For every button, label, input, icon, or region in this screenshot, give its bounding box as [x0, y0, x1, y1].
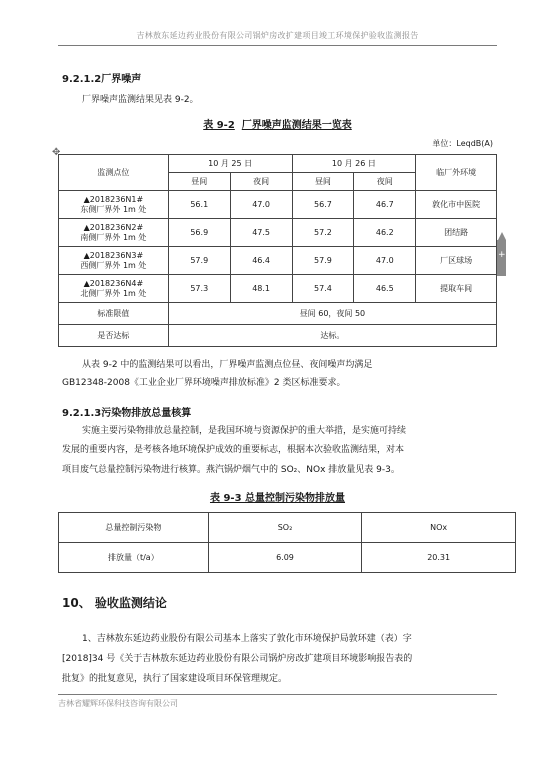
noise-conclusion-line-2: GB12348-2008《工业企业厂界环境噪声排放标准》2 类区标准要求。	[62, 378, 346, 388]
section-heading-total: 9.2.1.3污染物排放总量核算	[62, 408, 192, 419]
emission-table	[58, 512, 516, 573]
env-cell: 厂区球场	[416, 247, 497, 275]
emission-header-label: 总量控制污染物	[59, 513, 209, 543]
value-cell: 57.9	[168, 247, 230, 275]
point-cell: ▲2018236N3# 西侧厂界外 1m 处	[59, 247, 169, 275]
env-cell: 团结路	[416, 219, 497, 247]
emission-header-so2: SO₂	[208, 513, 362, 543]
table-row	[59, 275, 497, 303]
header-night: 夜间	[230, 173, 292, 191]
value-cell: 46.7	[354, 191, 416, 219]
page-footer: 吉林省耀辉环保科技咨询有限公司	[58, 699, 178, 708]
conclusion-para-line-3: 批复》的批复意见，执行了国家建设项目环保管理规定。	[62, 674, 288, 684]
table-row	[59, 543, 516, 573]
value-cell: 46.4	[230, 247, 292, 275]
value-cell: 57.9	[292, 247, 354, 275]
section-heading-conclusion: 10、 验收监测结论	[62, 596, 167, 610]
emission-so2-value: 6.09	[208, 543, 362, 573]
value-cell: 56.9	[168, 219, 230, 247]
total-para-line-1: 实施主要污染物排放总量控制，是我国环境与资源保护的重大举措，是实施可持续	[82, 426, 407, 436]
header-point: 监测点位	[59, 155, 169, 191]
noise-intro: 厂界噪声监测结果见表 9-2。	[82, 95, 199, 105]
header-day: 昼间	[168, 173, 230, 191]
table-move-handle-icon[interactable]: ✥	[52, 147, 61, 158]
table-9-3-caption	[0, 489, 555, 504]
unit-label: 单位：LeqdB(A)	[432, 139, 493, 148]
footer-rule	[58, 694, 497, 695]
value-cell: 56.1	[168, 191, 230, 219]
env-cell: 提取车间	[416, 275, 497, 303]
point-cell: ▲2018236N4# 北侧厂界外 1m 处	[59, 275, 169, 303]
header-night: 夜间	[354, 173, 416, 191]
section-heading-noise: 9.2.1.2厂界噪声	[62, 74, 142, 85]
add-column-tab-icon[interactable]	[497, 240, 506, 276]
emission-row-label: 排放量（t/a）	[59, 543, 209, 573]
limit-label: 标准限值	[59, 303, 169, 325]
header-day: 昼间	[292, 173, 354, 191]
value-cell: 57.2	[292, 219, 354, 247]
table-9-2-title: 厂界噪声监测结果一览表	[241, 120, 352, 131]
total-para-line-3: 项目废气总量控制污染物进行核算。燕汽锅炉烟气中的 SO₂、NOx 排放量见表 9-3。	[62, 465, 400, 475]
table-row	[59, 247, 497, 275]
point-cell: ▲2018236N2# 南侧厂界外 1m 处	[59, 219, 169, 247]
header-date-1: 10 月 25 日	[168, 155, 292, 173]
value-cell: 47.5	[230, 219, 292, 247]
value-cell: 47.0	[354, 247, 416, 275]
value-cell: 46.5	[354, 275, 416, 303]
limit-value: 昼间 60，夜间 50	[168, 303, 496, 325]
header-date-2: 10 月 26 日	[292, 155, 416, 173]
table-9-2-number: 表 9-2	[203, 120, 235, 131]
point-cell: ▲2018236N1# 东侧厂界外 1m 处	[59, 191, 169, 219]
conclusion-para-line-2: [2018]34 号《关于吉林敖东延边药业股份有限公司锅炉房改扩建项目环境影响报告表的	[62, 654, 413, 664]
table-9-3-title: 表 9-3 总量控制污染物排放量	[209, 493, 346, 504]
value-cell: 57.3	[168, 275, 230, 303]
page-header: 吉林敖东延边药业股份有限公司锅炉房改扩建项目竣工环境保护验收监测报告	[136, 31, 419, 40]
value-cell: 47.0	[230, 191, 292, 219]
emission-nox-value: 20.31	[362, 543, 516, 573]
value-cell: 46.2	[354, 219, 416, 247]
env-cell: 敦化市中医院	[416, 191, 497, 219]
value-cell: 48.1	[230, 275, 292, 303]
noise-conclusion-line-1: 从表 9-2 中的监测结果可以看出，厂界噪声监测点位昼、夜间噪声均满足	[82, 360, 373, 370]
table-row	[59, 219, 497, 247]
header-rule	[58, 45, 497, 46]
emission-header-nox: NOx	[362, 513, 516, 543]
pass-label: 是否达标	[59, 325, 169, 347]
header-env: 临厂外环境	[416, 155, 497, 191]
table-row	[59, 191, 497, 219]
conclusion-para-line-1: 1、吉林敖东延边药业股份有限公司基本上落实了敦化市环境保护局敦环建（表）字	[82, 634, 412, 644]
noise-table	[58, 154, 497, 347]
table-9-2-caption	[0, 116, 555, 131]
pass-value: 达标。	[168, 325, 496, 347]
value-cell: 57.4	[292, 275, 354, 303]
total-para-line-2: 发展的重要内容，是考核各地环境保护成效的重要标志，根据本次验收监测结果，对本	[62, 445, 405, 455]
value-cell: 56.7	[292, 191, 354, 219]
